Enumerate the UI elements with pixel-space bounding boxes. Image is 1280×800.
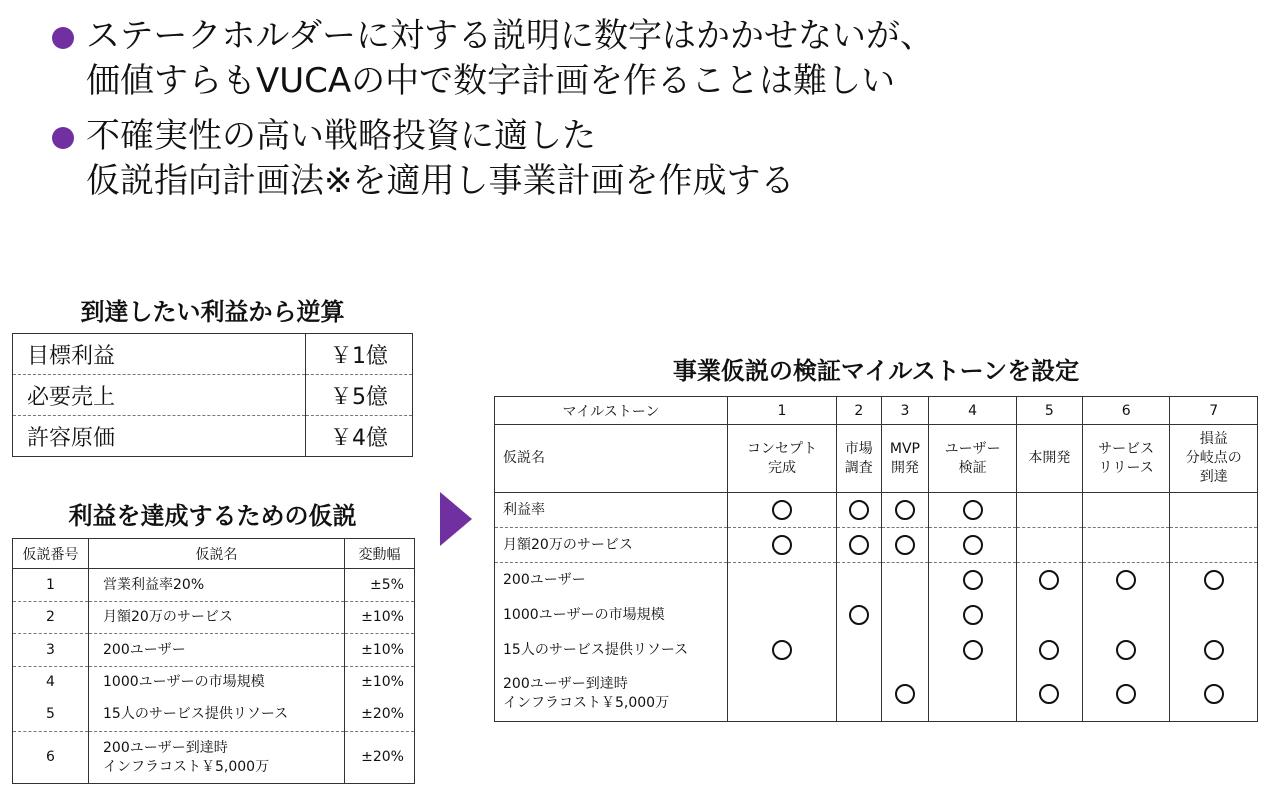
bullet-text [86,114,795,204]
circle-mark-icon [1204,684,1224,704]
milestone-check-cell [1170,633,1258,668]
circle-mark-icon [963,500,983,520]
milestone-number: 3 [881,397,929,425]
circle-mark-icon [772,500,792,520]
table-row [13,699,415,732]
milestone-empty-cell [1016,528,1082,563]
hypothesis-variance: ±10% [345,634,415,667]
table-row [13,334,413,375]
circle-mark-icon [849,535,869,555]
circle-mark-icon [895,684,915,704]
circle-mark-icon [963,605,983,625]
bullet-line: ステークホルダーに対する説明に数字はかかせないが、 [86,16,934,56]
milestone-check-cell [929,633,1017,668]
bullet-item [52,114,1262,204]
circle-mark-icon [895,500,915,520]
milestones-body [495,493,1258,722]
table-header-row [13,539,415,569]
circle-mark-icon [1204,570,1224,590]
circle-mark-icon [963,640,983,660]
milestone-check-cell [929,563,1017,598]
milestone-check-cell [881,493,929,528]
arrow-right-icon [440,492,472,546]
milestone-number: 6 [1082,397,1170,425]
milestone-empty-cell [1082,598,1170,633]
hypothesis-variance: ±10% [345,667,415,699]
profit-title: 到達したい利益から逆算 [80,298,345,326]
circle-mark-icon [1204,640,1224,660]
hypothesis-number: 4 [46,674,55,691]
milestone-empty-cell [728,563,837,598]
table-row [13,416,413,457]
milestone-number: 2 [837,397,882,425]
circle-mark-icon [1039,684,1059,704]
hypothesis-name: 1000ユーザーの市場規模 [89,667,345,699]
hypothesis-variance: ±20% [345,732,415,784]
circle-mark-icon [1116,640,1136,660]
hypothesis-name: 200ユーザー [89,634,345,667]
milestone-check-cell [728,633,837,668]
hypothesis-variance: ±10% [345,602,415,634]
circle-mark-icon [772,535,792,555]
milestone-empty-cell [881,633,929,668]
milestone-name: ユーザー 検証 [929,425,1017,493]
profit-label: 目標利益 [13,334,306,375]
bullet-dot-icon [52,127,74,149]
hypothesis-number: 2 [13,602,89,634]
bullet-line: 仮説指向計画法※を適用し事業計画を作成する [86,161,795,201]
hypothesis-name: 15人のサービス提供リソース [89,699,345,732]
milestone-name: MVP 開発 [881,425,929,493]
milestone-empty-cell [837,633,882,668]
hypothesis-name: 15人のサービス提供リソース [503,641,689,658]
milestones-title: 事業仮説の検証マイルストーンを設定 [672,357,1080,385]
milestone-empty-cell [1016,493,1082,528]
milestone-check-cell [881,668,929,722]
milestone-check-cell [1082,563,1170,598]
milestone-check-cell [837,493,882,528]
hypothesis-number: 1 [13,569,89,602]
milestone-empty-cell [728,668,837,722]
milestone-number: 7 [1170,397,1258,425]
milestone-empty-cell [1170,528,1258,563]
hypothesis-number: 5 [13,699,89,732]
milestone-name: サービス リリース [1082,425,1170,493]
milestone-empty-cell [929,668,1017,722]
table-row [13,732,415,784]
milestone-check-cell [929,598,1017,633]
table-row [495,563,1258,598]
milestone-check-cell [728,528,837,563]
circle-mark-icon [963,535,983,555]
milestone-check-cell [1170,668,1258,722]
table-row [13,634,415,667]
milestone-number: 5 [1016,397,1082,425]
milestone-empty-cell [1170,598,1258,633]
milestone-name-row [495,425,1258,493]
milestone-empty-cell [1170,493,1258,528]
profit-value: ￥4億 [306,416,413,457]
hypothesis-number: 6 [46,749,55,765]
milestone-check-cell [929,528,1017,563]
hypothesis-name-header: 仮説名 [495,425,728,493]
bullet-line: 不確実性の高い戦略投資に適した [86,116,596,156]
milestone-name: 損益 分岐点の 到達 [1170,425,1258,493]
milestone-check-cell [1170,563,1258,598]
milestone-number: 4 [929,397,1017,425]
bullet-text [86,14,934,104]
milestone-check-cell [1082,633,1170,668]
milestone-check-cell [728,493,837,528]
milestone-empty-cell [881,598,929,633]
hypothesis-name: 月額20万のサービス [495,528,728,563]
hypothesis-name: 200ユーザー到達時 インフラコスト￥5,000万 [89,732,345,784]
profit-label: 必要売上 [13,375,306,416]
table-row [495,633,1258,668]
table-row [13,375,413,416]
hypotheses-title: 利益を達成するための仮説 [68,502,357,530]
profit-value: ￥1億 [306,334,413,375]
milestone-check-cell [929,493,1017,528]
hypothesis-number: 3 [13,634,89,667]
circle-mark-icon [1116,684,1136,704]
hypotheses-table [12,538,415,784]
hypothesis-name: 200ユーザー到達時 インフラコスト￥5,000万 [503,676,670,712]
milestone-name: コンセプト 完成 [728,425,837,493]
table-row [13,569,415,602]
hypothesis-name: 営業利益率20% [89,569,345,602]
milestone-check-cell [837,598,882,633]
bullet-list [52,14,1262,214]
circle-mark-icon [895,535,915,555]
milestone-empty-cell [728,598,837,633]
profit-value: ￥5億 [306,375,413,416]
hypothesis-name: 1000ユーザーの市場規模 [503,606,665,623]
hypothesis-variance: ±5% [345,569,415,602]
milestones-table [494,396,1258,722]
column-header: 変動幅 [345,539,415,569]
circle-mark-icon [1039,570,1059,590]
milestone-empty-cell [837,668,882,722]
milestone-check-cell [1082,668,1170,722]
column-header: 仮説番号 [13,539,89,569]
table-row [495,493,1258,528]
milestone-empty-cell [1082,528,1170,563]
bullet-line: 価値すらもVUCAの中で数字計画を作ることは難しい [86,61,896,101]
bullet-item [52,14,1262,104]
bullet-dot-icon [52,27,74,49]
milestone-name: 本開発 [1016,425,1082,493]
milestone-header-label: マイルストーン [495,397,728,425]
profit-label: 許容原価 [27,425,116,451]
milestone-empty-cell [1082,493,1170,528]
milestone-check-cell [1016,668,1082,722]
milestone-check-cell [1016,563,1082,598]
milestone-name: 市場 調査 [837,425,882,493]
milestone-number: 1 [728,397,837,425]
circle-mark-icon [963,570,983,590]
hypothesis-variance: ±20% [345,699,415,732]
milestone-empty-cell [837,563,882,598]
milestone-check-cell [837,528,882,563]
circle-mark-icon [849,605,869,625]
table-row [495,598,1258,633]
hypothesis-name: 月額20万のサービス [89,602,345,634]
table-row [13,602,415,634]
hypothesis-name: 200ユーザー [503,571,586,588]
milestone-check-cell [1016,633,1082,668]
hypothesis-name: 利益率 [495,493,728,528]
milestone-empty-cell [1016,598,1082,633]
circle-mark-icon [849,500,869,520]
circle-mark-icon [1116,570,1136,590]
table-row [13,667,415,699]
circle-mark-icon [772,640,792,660]
circle-mark-icon [1039,640,1059,660]
milestone-check-cell [881,528,929,563]
milestone-number-row [495,397,1258,425]
milestone-empty-cell [881,563,929,598]
column-header: 仮説名 [89,539,345,569]
table-row [495,668,1258,722]
profit-table [12,333,413,457]
table-row [495,528,1258,563]
